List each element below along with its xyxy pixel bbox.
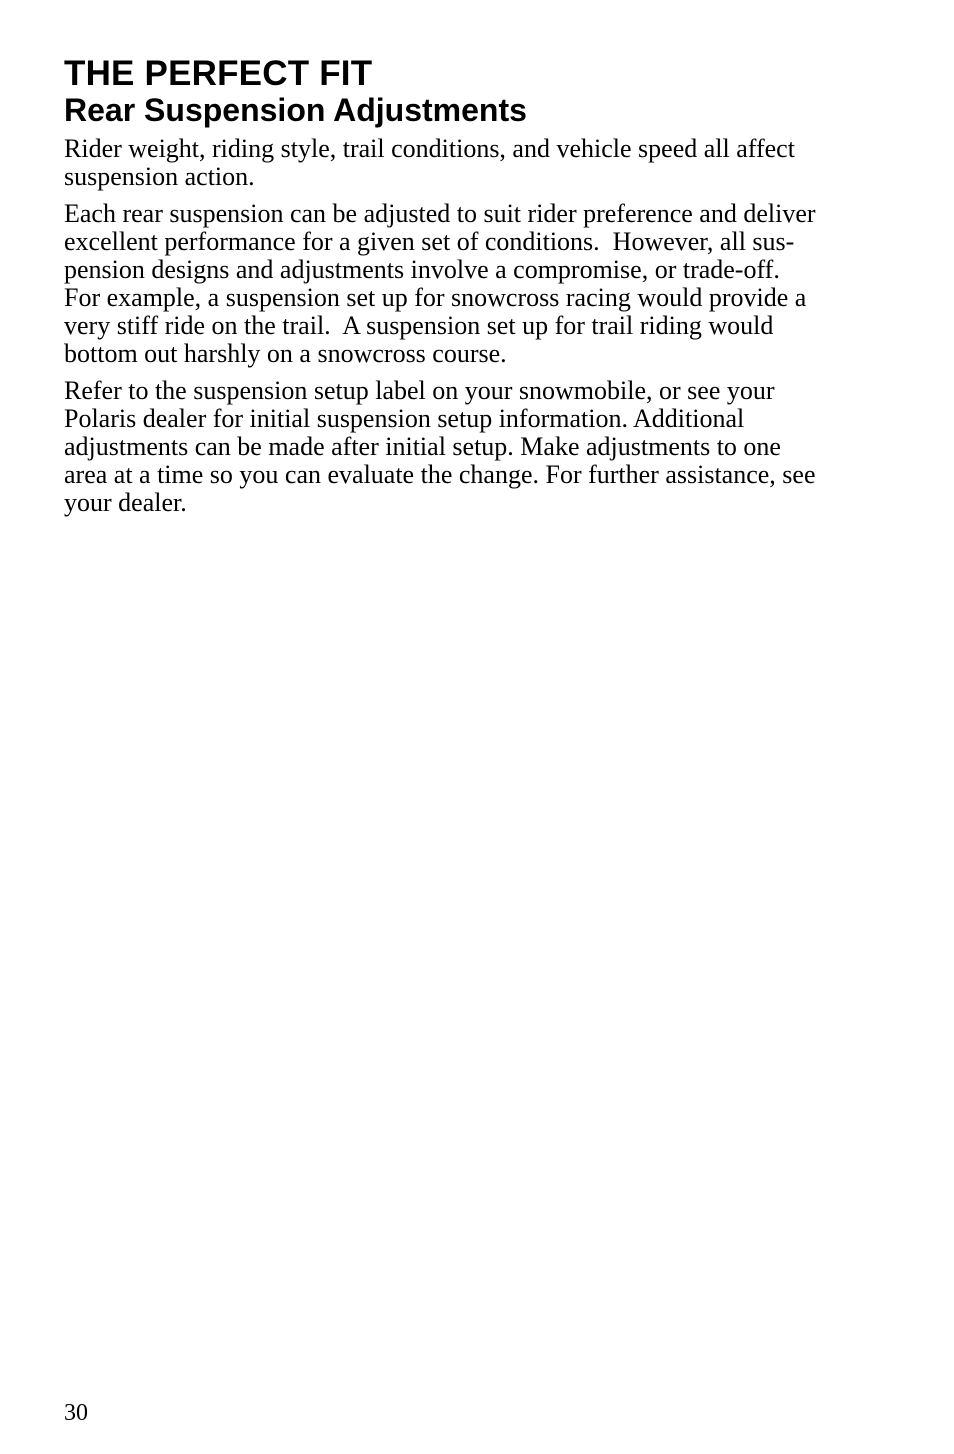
paragraph-line: suspension action. — [64, 162, 255, 191]
paragraph-intro — [64, 135, 894, 191]
paragraph-line: excellent performance for a given set of conditions. However, all sus- — [64, 227, 795, 256]
paragraph-line: your dealer. — [64, 488, 187, 517]
paragraph-line: Each rear suspension can be adjusted to suit rider preference and deliver — [64, 199, 816, 228]
paragraph-adjustment — [64, 200, 894, 368]
paragraph-line: Polaris dealer for initial suspension setup information. Additional — [64, 404, 745, 433]
paragraph-line: very stiff ride on the trail. A suspension set up for trail riding would — [64, 311, 774, 340]
chapter-title: THE PERFECT FIT — [64, 54, 373, 93]
paragraph-line: bottom out harshly on a snowcross course. — [64, 339, 507, 368]
paragraph-line: area at a time so you can evaluate the change. For further assistance, see — [64, 460, 816, 489]
section-title: Rear Suspension Adjustments — [64, 92, 527, 128]
page-content — [64, 56, 894, 526]
paragraph-line: Refer to the suspension setup label on your snowmobile, or see your — [64, 376, 775, 405]
paragraph-line: For example, a suspension set up for snowcross racing would provide a — [64, 283, 807, 312]
page-number: 30 — [64, 1400, 88, 1426]
paragraph-line: pension designs and adjustments involve a compromise, or trade-off. — [64, 255, 780, 284]
paragraph-line: Rider weight, riding style, trail conditions, and vehicle speed all affect — [64, 134, 795, 163]
paragraph-line: adjustments can be made after initial setup. Make adjustments to one — [64, 432, 781, 461]
paragraph-setup — [64, 377, 894, 517]
